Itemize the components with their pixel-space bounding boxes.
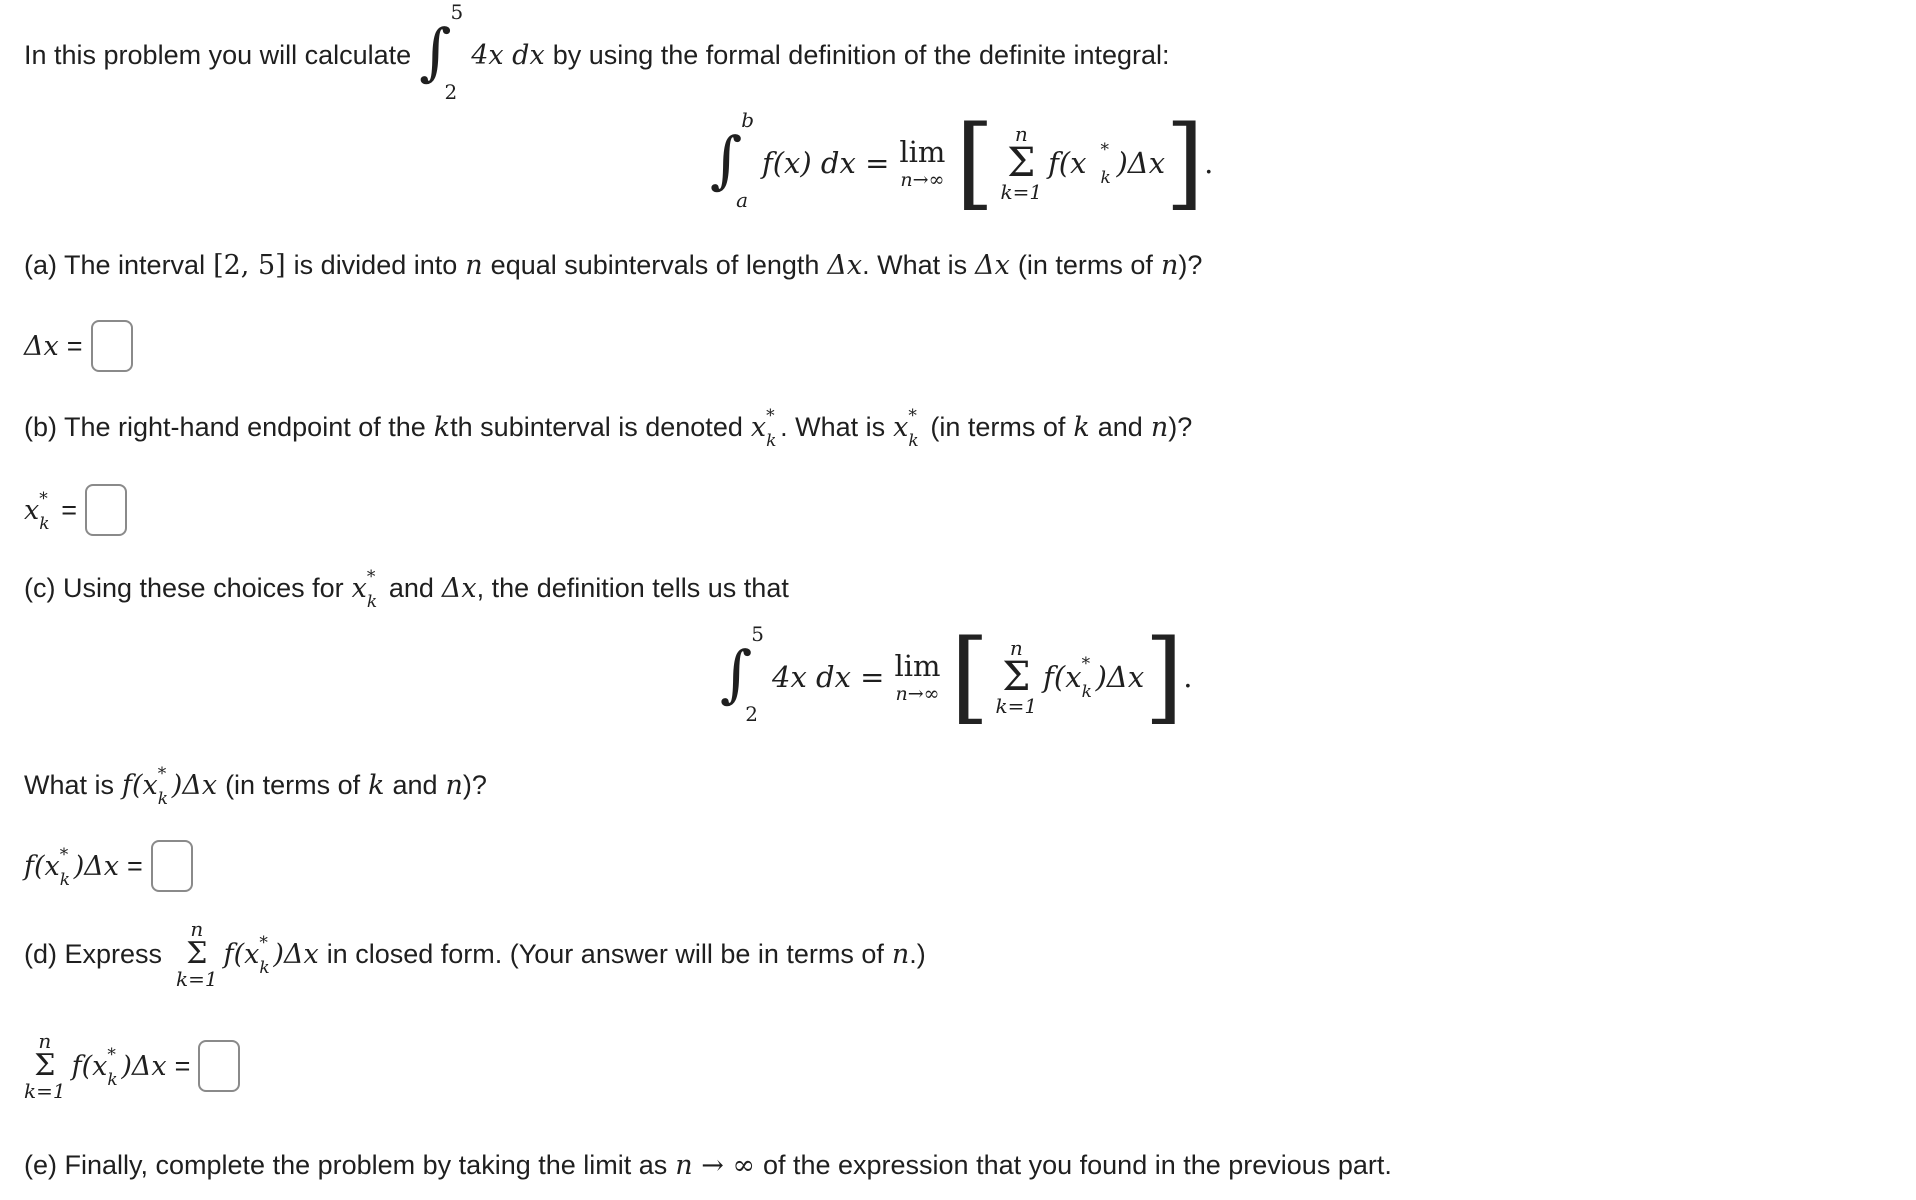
text: and [392,770,438,800]
sum-top: n [1014,122,1028,146]
text: (in terms of [225,770,361,800]
sum-top: n [38,1029,52,1053]
summand: f(x [1043,660,1082,694]
summand: f(x [1048,146,1087,180]
text: What is [24,770,115,800]
lim-label: lim [899,135,946,169]
part-d-question [24,918,926,990]
integral-sign: ∫ [419,15,452,88]
star-k: * k [157,764,169,809]
definition-formula [710,104,1214,221]
part-a-answer-row [24,320,133,372]
part-c-answer-row [24,840,193,892]
period: . [1204,146,1214,180]
sigma: Σ [34,1048,56,1083]
text: )? [1168,412,1193,442]
intro-line [24,0,1170,104]
x-star-k: * k [1100,140,1111,188]
expr: f(x [24,850,60,882]
sum-bottom: k=1 [1000,180,1043,204]
text: )? [462,770,487,800]
text: and [1097,412,1143,442]
summation [1000,123,1042,203]
star-k: * k [259,932,270,978]
answer-input-delta-x[interactable] [91,320,133,372]
var-n: n [1150,412,1169,443]
star-k: * k [59,844,71,890]
part-d-answer-row [24,1030,240,1102]
text: and [388,573,434,603]
integral-sign: ∫ [710,123,743,196]
interval: [2, 5] [213,250,286,281]
sigma: Σ [186,936,208,971]
part-c-what [24,764,487,809]
equals: = [127,850,143,881]
integral-lower: 2 [745,702,758,726]
left-bracket: [ [955,104,995,221]
var-x: x [351,573,367,604]
var-n: n [891,938,910,970]
definition-lhs: f(x) dx = [762,146,890,180]
expr-tail: )Δx [73,850,120,882]
summation [24,1030,66,1102]
expr: f(x [122,770,158,801]
sum-bottom: k=1 [995,694,1038,718]
text: (e) Finally, complete the problem by taking the limit as [24,1150,668,1180]
part-c-formula [720,618,1193,735]
text: th subinterval is denoted [450,412,743,442]
text: in closed form. (Your answer will be in terms of [326,938,884,969]
text: (d) Express [24,938,163,969]
var-n: n [445,770,463,801]
text: (in terms of [1017,250,1153,280]
star-k: * k [908,406,919,451]
text: .) [909,938,926,969]
intro-prefix: In this problem you will calculate [24,39,412,70]
text: (a) The interval [24,250,206,280]
integral-upper: 5 [450,0,464,24]
var-x: x [893,412,909,443]
sum-top: n [1009,636,1023,660]
right-bracket: ] [1165,104,1205,221]
delta-x: Δx [827,250,863,281]
var-x: x [24,494,40,526]
period: . [1183,660,1193,694]
text: (c) Using these choices for [24,573,344,603]
intro-suffix: by using the formal definition of the definite integral: [552,39,1170,70]
equals: = [66,330,83,361]
text: . What is [862,250,968,280]
part-c-integral [720,622,764,726]
left-bracket: [ [950,618,990,735]
answer-input-x-star-k[interactable] [85,484,127,536]
integrand: 4x dx = [772,660,885,694]
lim-under: n→∞ [900,169,945,191]
summand-tail: )Δx [1095,660,1145,694]
limit [899,135,945,191]
integral-lower: 2 [444,80,458,104]
sigma: Σ [1002,654,1031,700]
var-k: k [368,770,385,801]
expr: f(x [71,1050,108,1082]
part-a-question [24,250,1202,281]
lim-under: n→∞ [895,683,940,705]
part-e-question [24,1150,1392,1181]
expr-tail: )Δx [121,1050,167,1082]
expr-tail: )Δx [171,770,218,801]
definition-integral [710,108,754,212]
star-k: * k [766,406,777,451]
delta-x: Δx [441,573,477,604]
sum-bottom: k=1 [176,967,218,991]
expr-tail: )Δx [273,938,319,970]
star-k: * k [39,488,50,534]
sum-top: n [190,917,204,941]
lim-label: lim [894,649,941,683]
sigma: Σ [1007,140,1036,186]
text: is divided into [293,250,458,280]
part-c-question [24,567,789,612]
delta-x: Δx [975,250,1010,281]
intro-integral [419,0,464,104]
answer-input-f-xk-dx[interactable] [151,840,193,892]
part-b-answer-row [24,484,127,536]
text: )? [1178,250,1203,280]
intro-integrand: 4x dx [471,39,545,71]
expr: f(x [223,938,260,970]
summand-tail: )Δx [1116,146,1166,180]
integral-sign: ∫ [720,637,753,710]
part-b-question [24,406,1193,451]
limit [894,649,940,705]
text: , the definition tells us that [476,573,789,603]
answer-input-sum-closed-form[interactable] [198,1040,240,1092]
text: equal subintervals of length [490,250,820,280]
star-k: * k [107,1044,118,1090]
equals: = [174,1050,191,1081]
var-n: n [465,250,483,281]
summation [996,637,1038,717]
integral-lower: a [736,188,748,212]
answer-label: Δx [24,330,59,362]
text: of the expression that you found in the previous part. [762,1150,1392,1180]
integral-upper: 5 [751,622,764,646]
star-k: * k [366,567,378,612]
summation [176,918,218,990]
limit-expr: n → ∞ [675,1150,755,1181]
var-n: n [1160,250,1179,281]
text: (in terms of [930,412,1066,442]
text: . What is [780,412,886,442]
sum-bottom: k=1 [24,1079,66,1103]
text: (b) The right-hand endpoint of the [24,412,426,442]
right-bracket: ] [1144,618,1184,735]
x-star-k: * k [1081,654,1092,702]
integral-upper: b [741,108,754,132]
equals: = [61,494,78,525]
var-k: k [433,412,451,443]
var-k: k [1073,412,1090,443]
var-x: x [750,412,767,443]
